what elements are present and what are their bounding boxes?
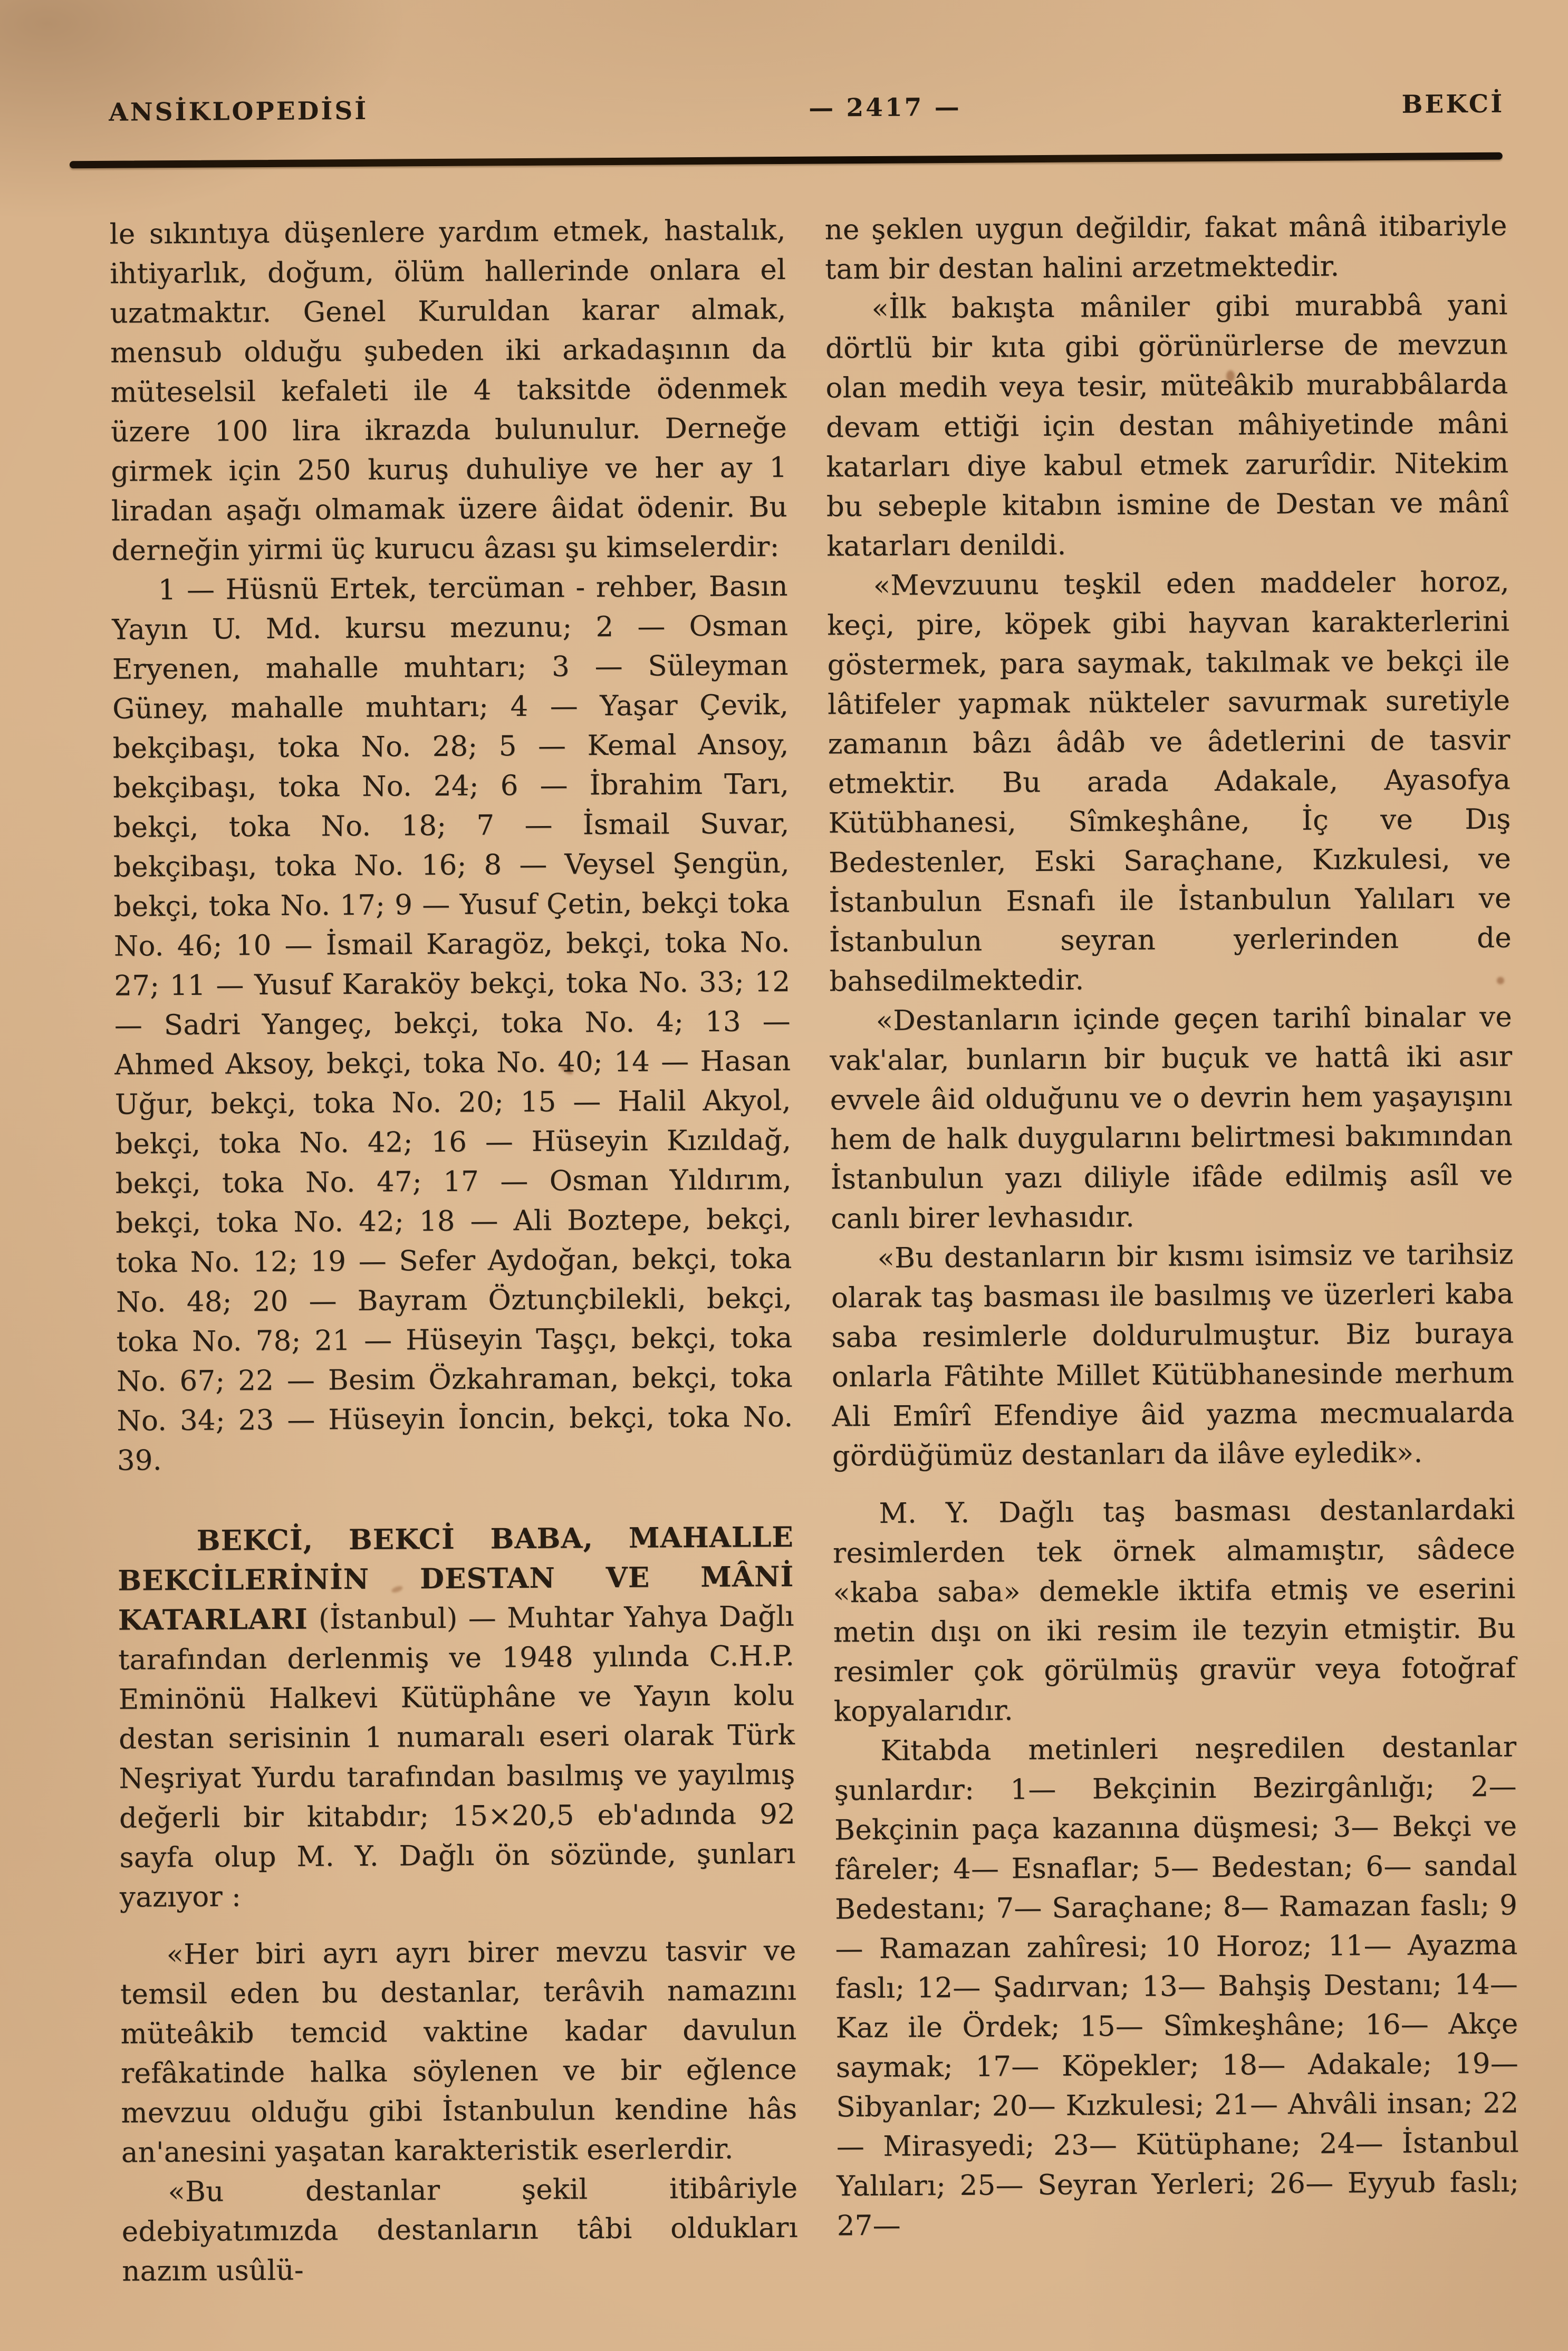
header-rule <box>70 152 1503 169</box>
commentary-paragraph: M. Y. Dağlı taş basması destanlardaki resimlerden tek örnek almamıştır, sâdece «kaba saba» demekle iktifa etmiş ve eserini metin dışı on iki resim ile tezyin etmiştir. Bu resimler çok görülmüş gravür veya fotoğraf kopyalarıdır. <box>832 1493 1516 1728</box>
right-column <box>824 206 1519 2287</box>
text-columns <box>109 206 1519 2291</box>
quote-paragraph: «İlk bakışta mâniler gibi murabbâ yani dörtlü bir kıta gibi görünürlerse de mevzun olan medih veya tesir, müteâkib murabbâlarda devam ettiği için destan mâhiyetinde mâni katarları diye kabul etmek zarurîdir. Nitekim bu sebeple kitabın ismine de Destan ve mânî katarları denildi. <box>825 289 1509 563</box>
article-title-paragraph <box>118 1518 796 1917</box>
running-title-left: ANSİKLOPEDİSİ <box>109 96 369 127</box>
article-title: BEKCİ, BEKCİ BABA, MAHALLE BEKCİLERİNİN DESTAN VE MÂNİ KATARLARI <box>118 1520 794 1637</box>
quote-paragraph: «Destanların içinde geçen tarihî binalar ve vak'alar, bunların bir buçuk ve hattâ iki asır evvele âid olduğunu ve o devrin hem yaşayışını hem de halk duygularını belirtmesi bakımından İstanbulun yazı diliyle ifâde edilmiş asîl ve canlı birer levhasıdır. <box>830 1001 1513 1235</box>
left-column <box>109 210 798 2291</box>
continuation-paragraph: ne şeklen uygun değildir, fakat mânâ itibariyle tam bir destan halini arzetmektedir. <box>824 209 1507 286</box>
page-number: — 2417 — <box>809 92 961 123</box>
running-head <box>109 90 1504 127</box>
intro-paragraph: le sıkıntıya düşenlere yardım etmek, hastalık, ihtiyarlık, doğum, ölüm hallerinde onlara el uzatmaktır. Genel Kuruldan karar almak, mensub olduğu şubeden iki arkadaşının da müteselsil kefaleti ile 4 taksitde ödenmek üzere 100 lira ikrazda bulunulur. Derneğe girmek için 250 kuruş duhuliye ve her ay 1 liradan aşağı olmamak üzere âidat ödenir. Bu derneğin yirmi üç kurucu âzası şu kimselerdir: <box>109 214 788 567</box>
quote-paragraph: «Mevzuunu teşkil eden maddeler horoz, keçi, pire, köpek gibi hayvan karakterlerini göstermek, para saymak, takılmak ve bekçi ile lâtifeler yapmak nükteler savurmak suretiyle zamanın bâzı âdâb ve âdetlerini de tasvir etmektir. Bu arada Adakale, Ayasofya Kütübhanesi, Sîmkeşhâne, İç ve Dış Bedestenler, Eski Saraçhane, Kızkulesi, ve İstanbulun Esnafı ile İstanbulun Yalıları ve İstanbulun seyran yerlerinden de bahsedilmektedir. <box>827 565 1512 998</box>
article-title-continuation: (İstanbul) — Muhtar Yahya Dağlı tarafından derlenmiş ve 1948 yılında C.H.P. Eminönü Halkevi Kütüphâne ve Yayın kolu destan serisinin 1 numaralı eseri olarak Türk Neşriyat Yurdu tarafından basılmış ve yayılmış değerli bir kitabdır; 15×20,5 eb'adında 92 sayfa olup M. Y. Dağlı ön sözünde, şunları yazıyor : <box>118 1600 796 1914</box>
quote-paragraph: «Bu destanlar şekil itibâriyle edebiyatımızda destanların tâbi oldukları nazım usûlü- <box>121 2172 798 2288</box>
founders-list-paragraph: 1 — Hüsnü Ertek, tercüman - rehber, Basın Yayın U. Md. kursu mezunu; 2 — Osman Eryenen, mahalle muhtarı; 3 — Süleyman Güney, mahalle muhtarı; 4 — Yaşar Çevik, bekçibaşı, toka No. 28; 5 — Kemal Ansoy, bekçibaşı, toka No. 24; 6 — İbrahim Tarı, bekçi, toka No. 18; 7 — İsmail Suvar, bekçibaşı, toka No. 16; 8 — Veysel Şengün, bekçi, toka No. 17; 9 — Yusuf Çetin, bekçi toka No. 46; 10 — İsmail Karagöz, bekçi, toka No. 27; 11 — Yusuf Karaköy bekçi, toka No. 33; 12 — Sadri Yangeç, bekçi, toka No. 4; 13 — Ahmed Aksoy, bekçi, toka No. 40; 14 — Hasan Uğur, bekçi, toka No. 20; 15 — Halil Akyol, bekçi, toka No. 42; 16 — Hüseyin Kızıldağ, bekçi, toka No. 47; 17 — Osman Yıldırım, bekçi, toka No. 42; 18 — Ali Boztepe, bekçi, toka No. 12; 19 — Sefer Aydoğan, bekçi, toka No. 48; 20 — Bayram Öztunçbilekli, bekçi, toka No. 78; 21 — Hüseyin Taşçı, bekçi, toka No. 67; 22 — Besim Özkahraman, bekçi, toka No. 34; 23 — Hüseyin İoncin, bekçi, toka No. 39. <box>112 570 793 1477</box>
quote-paragraph: «Her biri ayrı ayrı birer mevzu tasvir ve temsil eden bu destanlar, terâvih namazını müteâkib temcid vaktine kadar davulun refâkatinde halka söylenen ve bir eğlence mevzuu olduğu gibi İstanbulun kendine hâs an'anesini yaşatan karakteristik eserlerdir. <box>120 1934 797 2169</box>
contents-list-paragraph: Kitabda metinleri neşredilen destanlar şunlardır: 1— Bekçinin Bezirgânlığı; 2— Bekçinin paça kazanına düşmesi; 3— Bekçi ve fâreler; 4— Esnaflar; 5— Bedestan; 6— sandal Bedestanı; 7— Saraçhane; 8— Ramazan faslı; 9— Ramazan zahîresi; 10 Horoz; 11— Ayazma faslı; 12— Şadırvan; 13— Bahşiş Destanı; 14— Kaz ile Ördek; 15— Sîmkeşhâne; 16— Akçe saymak; 17— Köpekler; 18— Adakale; 19— Sibyanlar; 20— Kızkulesi; 21— Ahvâli insan; 22— Mirasyedi; 23— Kütüphane; 24— İstanbul Yalıları; 25— Seyran Yerleri; 26— Eyyub faslı; 27— <box>834 1731 1519 2242</box>
quote-paragraph: «Bu destanların bir kısmı isimsiz ve tarihsiz olarak taş basması ile basılmış ve üzerleri kaba saba resimlerle doldurulmuştur. Biz buraya onlarla Fâtihte Millet Kütübhanesinde merhum Ali Emîrî Efendiye âid yazma mecmualarda gördüğümüz destanları da ilâve eyledik». <box>831 1238 1515 1473</box>
running-title-right: BEKCİ <box>1401 89 1505 119</box>
